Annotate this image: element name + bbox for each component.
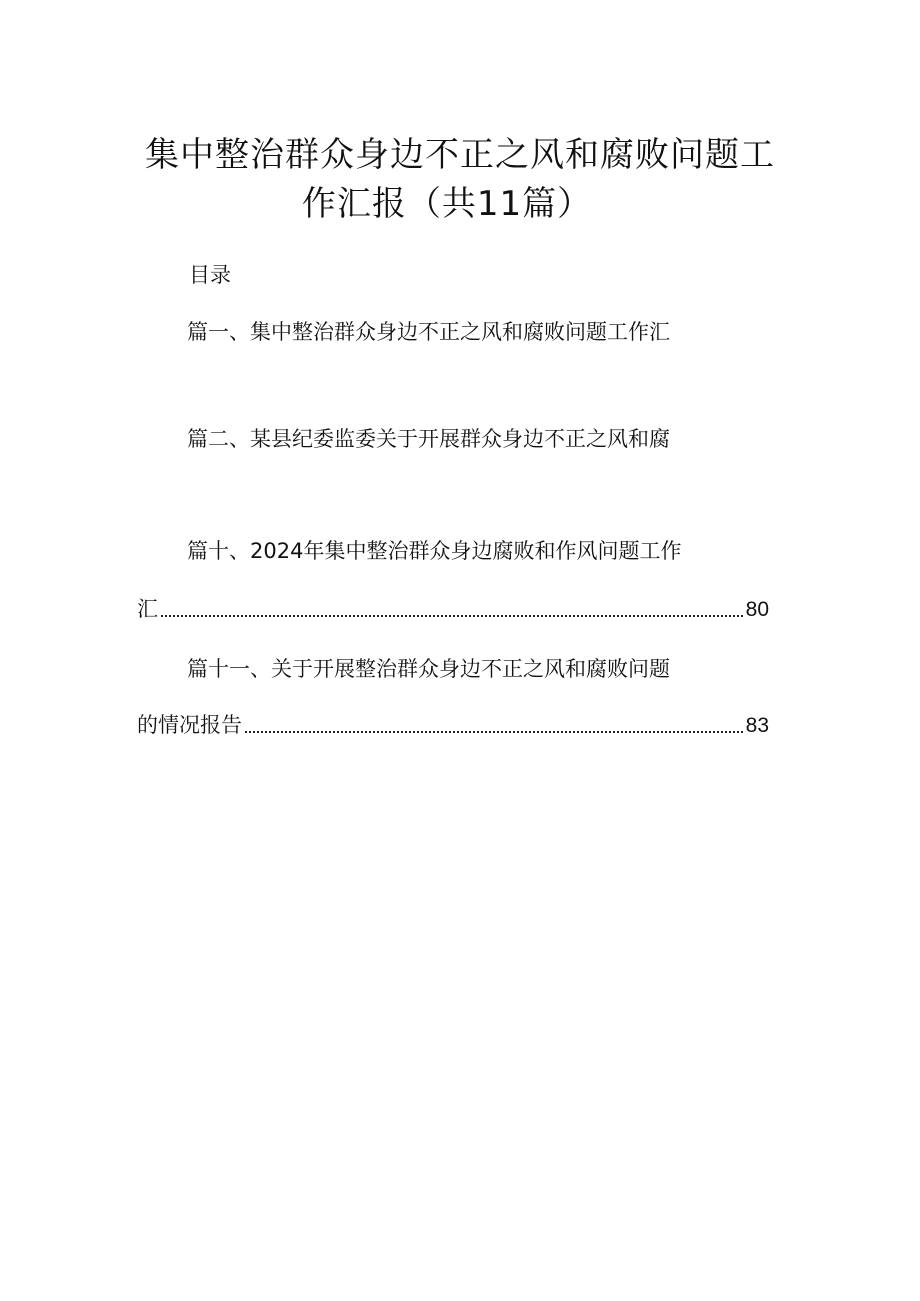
dot-leader [161, 615, 743, 617]
toc-entry-1[interactable]: 篇一、集中整治群众身边不正之风和腐败问题工作汇 [187, 320, 670, 344]
toc-entry-11[interactable]: 篇十一、关于开展整治群众身边不正之风和腐败问题 [187, 657, 670, 681]
toc-entry-10[interactable]: 篇十、2024年集中整治群众身边腐败和作风问题工作 [187, 539, 682, 563]
toc-entry-11-cont-text: 的情况报告 [137, 713, 242, 737]
toc-entry-11-page-number: 83 [745, 714, 769, 737]
toc-entry-11-continuation[interactable] [137, 711, 769, 740]
toc-heading: 目录 [189, 263, 231, 287]
toc-entry-2[interactable]: 篇二、某县纪委监委关于开展群众身边不正之风和腐 [187, 427, 670, 451]
toc-entry-10-cont-text: 汇 [137, 597, 158, 621]
document-title-line-1: 集中整治群众身边不正之风和腐败问题工 [145, 135, 775, 175]
document-title-line-2: 作汇报（共11篇） [301, 184, 593, 224]
toc-entry-10-page-number: 80 [745, 598, 769, 621]
dot-leader [245, 731, 743, 733]
toc-entry-10-continuation[interactable] [137, 595, 769, 624]
